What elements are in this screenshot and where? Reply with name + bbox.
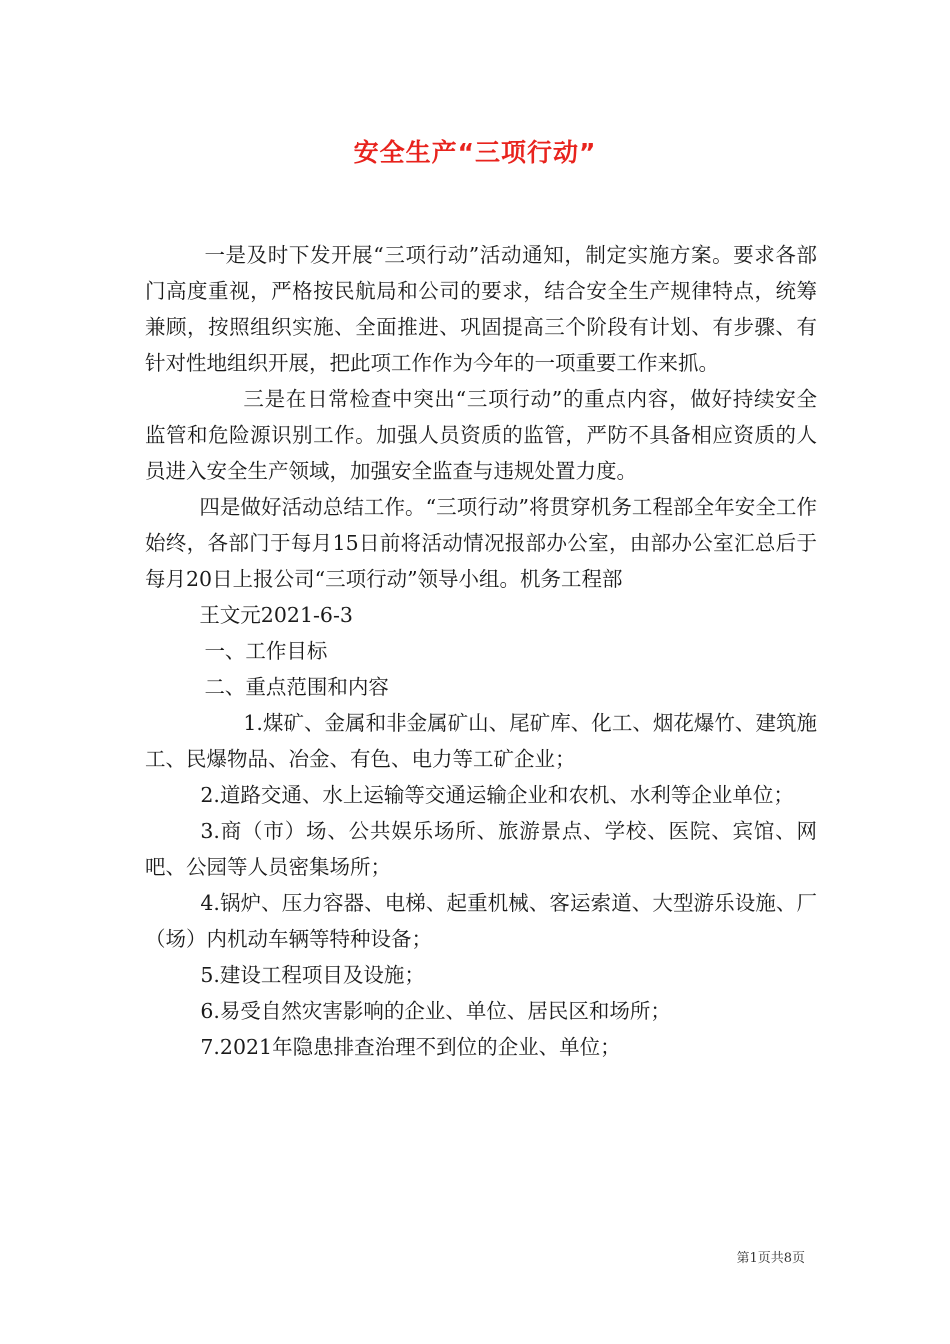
list-item-4: 4.锅炉、压力容器、电梯、起重机械、客运索道、大型游乐设施、厂（场）内机动车辆等特种设备； (145, 891, 817, 951)
paragraph-3: 四是做好活动总结工作。“三项行动”将贯穿机务工程部全年安全工作始终，各部门于每月15日前将活动情况报部办公室，由部办公室汇总后于每月20日上报公司“三项行动”领导小组。机务工程部 (145, 495, 817, 591)
list-item-6: 6.易受自然灾害影响的企业、单位、居民区和场所； (200, 999, 671, 1023)
list-item-1: 1.煤矿、金属和非金属矿山、尾矿库、化工、烟花爆竹、建筑施工、民爆物品、冶金、有色、电力等工矿企业； (145, 711, 817, 771)
document-body (145, 237, 817, 1065)
section-heading-2: 二、重点范围和内容 (204, 675, 389, 699)
list-item-2: 2.道路交通、水上运输等交通运输企业和农机、水利等企业单位； (200, 783, 794, 807)
signature-line: 王文元2021-6-3 (199, 603, 353, 627)
list-item-7: 7.2021年隐患排查治理不到位的企业、单位； (200, 1035, 621, 1059)
list-item-5: 5.建设工程项目及设施； (200, 963, 425, 987)
page-number: 第1页共8页 (736, 1251, 805, 1266)
document-title: 安全生产“三项行动” (353, 138, 597, 167)
section-heading-1: 一、工作目标 (204, 639, 328, 663)
list-item-3: 3.商（市）场、公共娱乐场所、旅游景点、学校、医院、宾馆、网吧、公园等人员密集场所； (145, 819, 817, 879)
paragraph-1: 一是及时下发开展“三项行动”活动通知，制定实施方案。要求各部门高度重视，严格按民航局和公司的要求，结合安全生产规律特点，统筹兼顾，按照组织实施、全面推进、巩固提高三个阶段有计划、有步骤、有针对性地组织开展，把此项工作作为今年的一项重要工作来抓。 (145, 243, 817, 375)
paragraph-2: 三是在日常检查中突出“三项行动”的重点内容，做好持续安全监管和危险源识别工作。加强人员资质的监管，严防不具备相应资质的人员进入安全生产领域，加强安全监查与违规处置力度。 (145, 387, 817, 483)
